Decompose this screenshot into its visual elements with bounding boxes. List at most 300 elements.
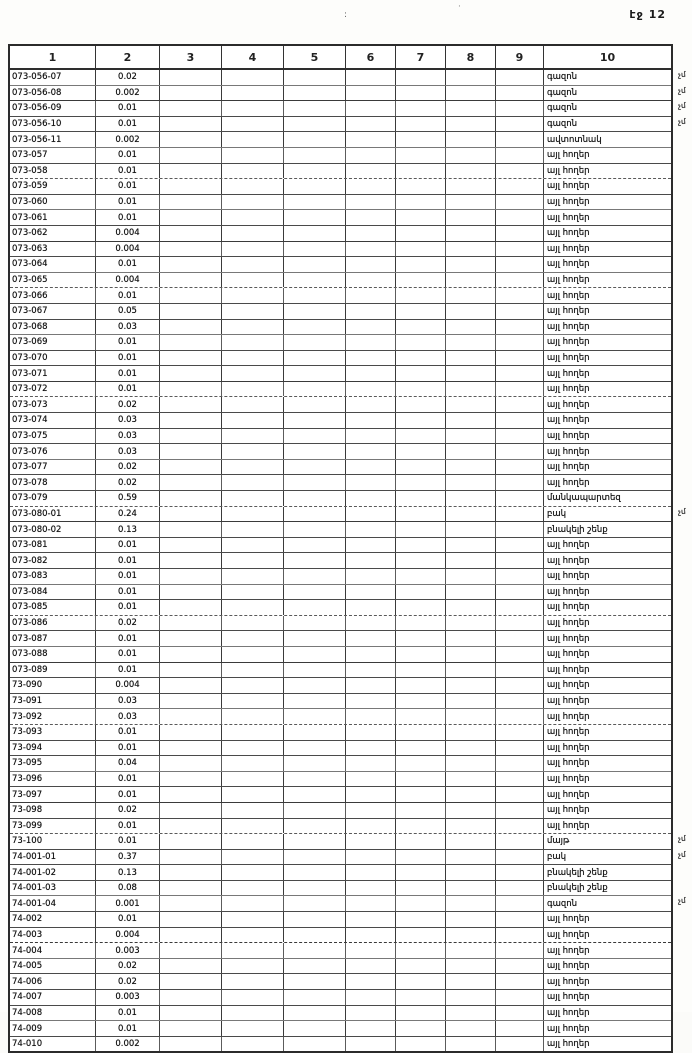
empty-cell	[284, 210, 346, 225]
empty-cell	[222, 382, 284, 397]
parcel-code: 73-093	[10, 725, 96, 740]
empty-cell	[160, 70, 222, 85]
empty-cell	[346, 631, 396, 646]
parcel-code: 073-067	[10, 304, 96, 319]
parcel-code: 073-079	[10, 491, 96, 506]
empty-cell	[284, 226, 346, 241]
empty-cell	[446, 195, 496, 210]
empty-cell	[222, 881, 284, 896]
land-use: այլ հողեր	[547, 555, 590, 566]
column-header-6: 6	[346, 46, 396, 68]
table-row	[10, 1006, 671, 1022]
empty-cell	[496, 647, 544, 662]
parcel-code: 073-069	[10, 335, 96, 350]
land-use: այլ հողեր	[547, 243, 590, 254]
empty-cell	[446, 881, 496, 896]
parcel-code: 74-001-02	[10, 865, 96, 880]
land-use: այլ հողեր	[547, 540, 590, 551]
empty-cell	[160, 741, 222, 756]
empty-cell	[222, 101, 284, 116]
table-row	[10, 429, 671, 445]
empty-cell	[446, 850, 496, 865]
empty-cell	[496, 413, 544, 428]
empty-cell	[446, 86, 496, 101]
land-use: այլ հողեր	[547, 820, 590, 831]
area-value: 0.01	[96, 600, 160, 615]
parcel-code: 073-059	[10, 179, 96, 194]
area-value: 0.03	[96, 444, 160, 459]
empty-cell	[396, 834, 446, 849]
empty-cell	[496, 288, 544, 303]
empty-cell	[446, 569, 496, 584]
empty-cell	[446, 366, 496, 381]
empty-cell	[160, 865, 222, 880]
empty-cell	[396, 164, 446, 179]
empty-cell	[160, 647, 222, 662]
table-row	[10, 538, 671, 554]
area-value: 0.001	[96, 896, 160, 911]
land-use: այլ հողեր	[547, 618, 590, 629]
empty-cell	[284, 195, 346, 210]
empty-cell	[446, 1021, 496, 1036]
empty-cell	[396, 943, 446, 958]
empty-cell	[346, 101, 396, 116]
area-value: 0.02	[96, 460, 160, 475]
empty-cell	[446, 647, 496, 662]
column-header-4: 4	[222, 46, 284, 68]
land-use: այլ հողեր	[547, 399, 590, 410]
empty-cell	[496, 943, 544, 958]
area-value: 0.01	[96, 569, 160, 584]
empty-cell	[446, 522, 496, 537]
empty-cell	[284, 663, 346, 678]
empty-cell	[284, 475, 346, 490]
empty-cell	[346, 585, 396, 600]
area-value: 0.004	[96, 242, 160, 257]
area-value: 0.003	[96, 943, 160, 958]
empty-cell	[446, 210, 496, 225]
empty-cell	[222, 164, 284, 179]
table-row	[10, 210, 671, 226]
table-row	[10, 444, 671, 460]
empty-cell	[496, 616, 544, 631]
empty-cell	[496, 475, 544, 490]
empty-cell	[160, 507, 222, 522]
table-row	[10, 600, 671, 616]
empty-cell	[284, 444, 346, 459]
empty-cell	[346, 397, 396, 412]
area-value: 0.01	[96, 335, 160, 350]
empty-cell	[160, 1037, 222, 1052]
empty-cell	[446, 538, 496, 553]
empty-cell	[284, 429, 346, 444]
empty-cell	[446, 475, 496, 490]
empty-cell	[284, 117, 346, 132]
table-row	[10, 819, 671, 835]
empty-cell	[346, 210, 396, 225]
empty-cell	[346, 850, 396, 865]
table-row	[10, 647, 671, 663]
area-value: 0.03	[96, 429, 160, 444]
empty-cell	[396, 117, 446, 132]
parcel-code: 73-100	[10, 834, 96, 849]
table-row	[10, 943, 671, 959]
land-use: այլ հողեր	[547, 976, 590, 987]
empty-cell	[160, 335, 222, 350]
parcel-code: 073-081	[10, 538, 96, 553]
empty-cell	[346, 460, 396, 475]
area-value: 0.004	[96, 273, 160, 288]
empty-cell	[222, 756, 284, 771]
empty-cell	[222, 600, 284, 615]
area-value: 0.01	[96, 117, 160, 132]
empty-cell	[496, 725, 544, 740]
parcel-code: 73-090	[10, 678, 96, 693]
empty-cell	[396, 148, 446, 163]
empty-cell	[284, 538, 346, 553]
empty-cell	[222, 709, 284, 724]
margin-annotation: չմ	[677, 116, 687, 126]
land-use: այլ հողեր	[547, 711, 590, 722]
parcel-code: 073-089	[10, 663, 96, 678]
land-parcel-table	[8, 44, 687, 1053]
empty-cell	[284, 912, 346, 927]
empty-cell	[346, 803, 396, 818]
empty-cell	[222, 569, 284, 584]
empty-cell	[160, 600, 222, 615]
empty-cell	[396, 397, 446, 412]
land-use: այլ հողեր	[547, 337, 590, 348]
parcel-code: 073-062	[10, 226, 96, 241]
empty-cell	[446, 382, 496, 397]
parcel-code: 073-063	[10, 242, 96, 257]
empty-cell	[496, 70, 544, 85]
empty-cell	[346, 616, 396, 631]
parcel-code: 073-071	[10, 366, 96, 381]
empty-cell	[446, 1037, 496, 1052]
empty-cell	[496, 382, 544, 397]
empty-cell	[446, 912, 496, 927]
table-row	[10, 475, 671, 491]
empty-cell	[446, 787, 496, 802]
parcel-code: 073-084	[10, 585, 96, 600]
empty-cell	[346, 70, 396, 85]
empty-cell	[496, 1006, 544, 1021]
empty-cell	[160, 179, 222, 194]
empty-cell	[222, 803, 284, 818]
empty-cell	[396, 86, 446, 101]
empty-cell	[496, 959, 544, 974]
table-row	[10, 756, 671, 772]
land-use: այլ հողեր	[547, 259, 590, 270]
parcel-code: 073-056-10	[10, 117, 96, 132]
parcel-code: 073-070	[10, 351, 96, 366]
empty-cell	[284, 974, 346, 989]
empty-cell	[496, 741, 544, 756]
empty-cell	[446, 834, 496, 849]
land-use: այլ հողեր	[547, 633, 590, 644]
empty-cell	[222, 117, 284, 132]
empty-cell	[496, 865, 544, 880]
empty-cell	[284, 678, 346, 693]
empty-cell	[222, 257, 284, 272]
empty-cell	[446, 351, 496, 366]
empty-cell	[446, 741, 496, 756]
empty-cell	[396, 210, 446, 225]
parcel-code: 073-057	[10, 148, 96, 163]
empty-cell	[446, 631, 496, 646]
empty-cell	[222, 397, 284, 412]
empty-cell	[346, 273, 396, 288]
column-header-3: 3	[160, 46, 222, 68]
parcel-code: 073-082	[10, 553, 96, 568]
empty-cell	[160, 569, 222, 584]
empty-cell	[222, 460, 284, 475]
empty-cell	[346, 600, 396, 615]
empty-cell	[160, 834, 222, 849]
empty-cell	[496, 569, 544, 584]
empty-cell	[284, 850, 346, 865]
empty-cell	[496, 179, 544, 194]
empty-cell	[160, 756, 222, 771]
parcel-code: 073-056-11	[10, 132, 96, 147]
parcel-code: 073-086	[10, 616, 96, 631]
column-header-8: 8	[446, 46, 496, 68]
empty-cell	[496, 335, 544, 350]
empty-cell	[284, 725, 346, 740]
land-use: այլ հողեր	[547, 649, 590, 660]
empty-cell	[346, 491, 396, 506]
area-value: 0.02	[96, 616, 160, 631]
empty-cell	[284, 164, 346, 179]
land-use: այլ հողեր	[547, 742, 590, 753]
empty-cell	[160, 382, 222, 397]
empty-cell	[160, 413, 222, 428]
empty-cell	[160, 320, 222, 335]
empty-cell	[446, 678, 496, 693]
parcel-code: 073-088	[10, 647, 96, 662]
empty-cell	[160, 959, 222, 974]
column-header-7: 7	[396, 46, 446, 68]
empty-cell	[446, 460, 496, 475]
empty-cell	[346, 1037, 396, 1052]
empty-cell	[346, 148, 396, 163]
empty-cell	[346, 429, 396, 444]
table-row	[10, 413, 671, 429]
empty-cell	[284, 741, 346, 756]
empty-cell	[446, 709, 496, 724]
empty-cell	[496, 850, 544, 865]
area-value: 0.05	[96, 304, 160, 319]
parcel-code: 74-003	[10, 928, 96, 943]
empty-cell	[346, 475, 396, 490]
land-use: մայթ	[547, 836, 570, 847]
empty-cell	[284, 881, 346, 896]
parcel-code: 073-056-07	[10, 70, 96, 85]
parcel-code: 74-001-03	[10, 881, 96, 896]
land-use: այլ հողեր	[547, 275, 590, 286]
empty-cell	[396, 413, 446, 428]
land-use: այլ հողեր	[547, 1039, 590, 1050]
empty-cell	[496, 101, 544, 116]
parcel-code: 73-099	[10, 819, 96, 834]
empty-cell	[346, 663, 396, 678]
parcel-code: 073-065	[10, 273, 96, 288]
empty-cell	[496, 507, 544, 522]
empty-cell	[222, 148, 284, 163]
empty-cell	[160, 974, 222, 989]
empty-cell	[222, 974, 284, 989]
parcel-code: 073-087	[10, 631, 96, 646]
empty-cell	[284, 1021, 346, 1036]
parcel-code: 73-097	[10, 787, 96, 802]
empty-cell	[284, 803, 346, 818]
empty-cell	[496, 304, 544, 319]
empty-cell	[446, 663, 496, 678]
area-value: 0.02	[96, 803, 160, 818]
land-use: այլ հողեր	[547, 1023, 590, 1034]
empty-cell	[222, 631, 284, 646]
area-value: 0.004	[96, 678, 160, 693]
empty-cell	[396, 179, 446, 194]
area-value: 0.02	[96, 397, 160, 412]
empty-cell	[222, 694, 284, 709]
empty-cell	[160, 273, 222, 288]
empty-cell	[346, 974, 396, 989]
area-value: 0.01	[96, 351, 160, 366]
empty-cell	[160, 943, 222, 958]
table-row	[10, 881, 671, 897]
table-row	[10, 585, 671, 601]
empty-cell	[284, 616, 346, 631]
empty-cell	[160, 616, 222, 631]
table-row	[10, 569, 671, 585]
empty-cell	[396, 569, 446, 584]
parcel-code: 073-085	[10, 600, 96, 615]
empty-cell	[346, 366, 396, 381]
parcel-code: 74-008	[10, 1006, 96, 1021]
empty-cell	[446, 803, 496, 818]
empty-cell	[160, 725, 222, 740]
column-header-2: 2	[96, 46, 160, 68]
empty-cell	[446, 304, 496, 319]
empty-cell	[160, 912, 222, 927]
empty-cell	[346, 1021, 396, 1036]
empty-cell	[496, 226, 544, 241]
parcel-code: 073-073	[10, 397, 96, 412]
empty-cell	[396, 896, 446, 911]
empty-cell	[346, 819, 396, 834]
empty-cell	[496, 819, 544, 834]
empty-cell	[284, 647, 346, 662]
margin-annotation: չմ	[677, 69, 687, 80]
empty-cell	[284, 865, 346, 880]
empty-cell	[446, 772, 496, 787]
table-row	[10, 990, 671, 1006]
empty-cell	[396, 600, 446, 615]
margin-annotation: չմ	[677, 100, 687, 111]
area-value: 0.01	[96, 101, 160, 116]
area-value: 0.01	[96, 819, 160, 834]
empty-cell	[396, 382, 446, 397]
empty-cell	[284, 320, 346, 335]
empty-cell	[396, 928, 446, 943]
land-use: այլ հողեր	[547, 758, 590, 769]
empty-cell	[346, 444, 396, 459]
table-row	[10, 741, 671, 757]
empty-cell	[160, 257, 222, 272]
area-value: 0.01	[96, 663, 160, 678]
parcel-code: 74-005	[10, 959, 96, 974]
empty-cell	[284, 1006, 346, 1021]
empty-cell	[160, 429, 222, 444]
area-value: 0.01	[96, 912, 160, 927]
empty-cell	[222, 772, 284, 787]
empty-cell	[284, 242, 346, 257]
empty-cell	[222, 288, 284, 303]
empty-cell	[160, 928, 222, 943]
margin-annotation: չմ	[677, 896, 687, 906]
column-header-1: 1	[10, 46, 96, 68]
table-row	[10, 132, 671, 148]
area-value: 0.01	[96, 1021, 160, 1036]
empty-cell	[346, 351, 396, 366]
empty-cell	[160, 1006, 222, 1021]
empty-cell	[346, 335, 396, 350]
parcel-code: 073-068	[10, 320, 96, 335]
land-use: այլ հողեր	[547, 664, 590, 675]
table-row	[10, 100, 687, 117]
land-use: գազոն	[547, 898, 578, 909]
area-value: 0.08	[96, 881, 160, 896]
empty-cell	[446, 101, 496, 116]
margin-annotation: չմ	[677, 833, 687, 844]
land-use: այլ հողեր	[547, 462, 590, 473]
table-row	[10, 787, 671, 803]
land-use: բնակելի շենք	[547, 867, 608, 878]
empty-cell	[160, 787, 222, 802]
empty-cell	[284, 694, 346, 709]
empty-cell	[284, 335, 346, 350]
empty-cell	[496, 132, 544, 147]
empty-cell	[446, 413, 496, 428]
empty-cell	[284, 990, 346, 1005]
empty-cell	[222, 990, 284, 1005]
land-use: այլ հողեր	[547, 352, 590, 363]
empty-cell	[446, 257, 496, 272]
empty-cell	[346, 304, 396, 319]
table-row	[10, 506, 687, 523]
empty-cell	[284, 709, 346, 724]
empty-cell	[284, 896, 346, 911]
empty-cell	[222, 865, 284, 880]
empty-cell	[222, 553, 284, 568]
land-use: այլ հողեր	[547, 384, 590, 395]
empty-cell	[222, 179, 284, 194]
empty-cell	[222, 1021, 284, 1036]
empty-cell	[222, 132, 284, 147]
empty-cell	[222, 1037, 284, 1052]
empty-cell	[284, 522, 346, 537]
empty-cell	[346, 195, 396, 210]
empty-cell	[222, 834, 284, 849]
empty-cell	[160, 585, 222, 600]
empty-cell	[222, 538, 284, 553]
empty-cell	[446, 725, 496, 740]
area-value: 0.01	[96, 631, 160, 646]
empty-cell	[222, 819, 284, 834]
area-value: 0.004	[96, 226, 160, 241]
